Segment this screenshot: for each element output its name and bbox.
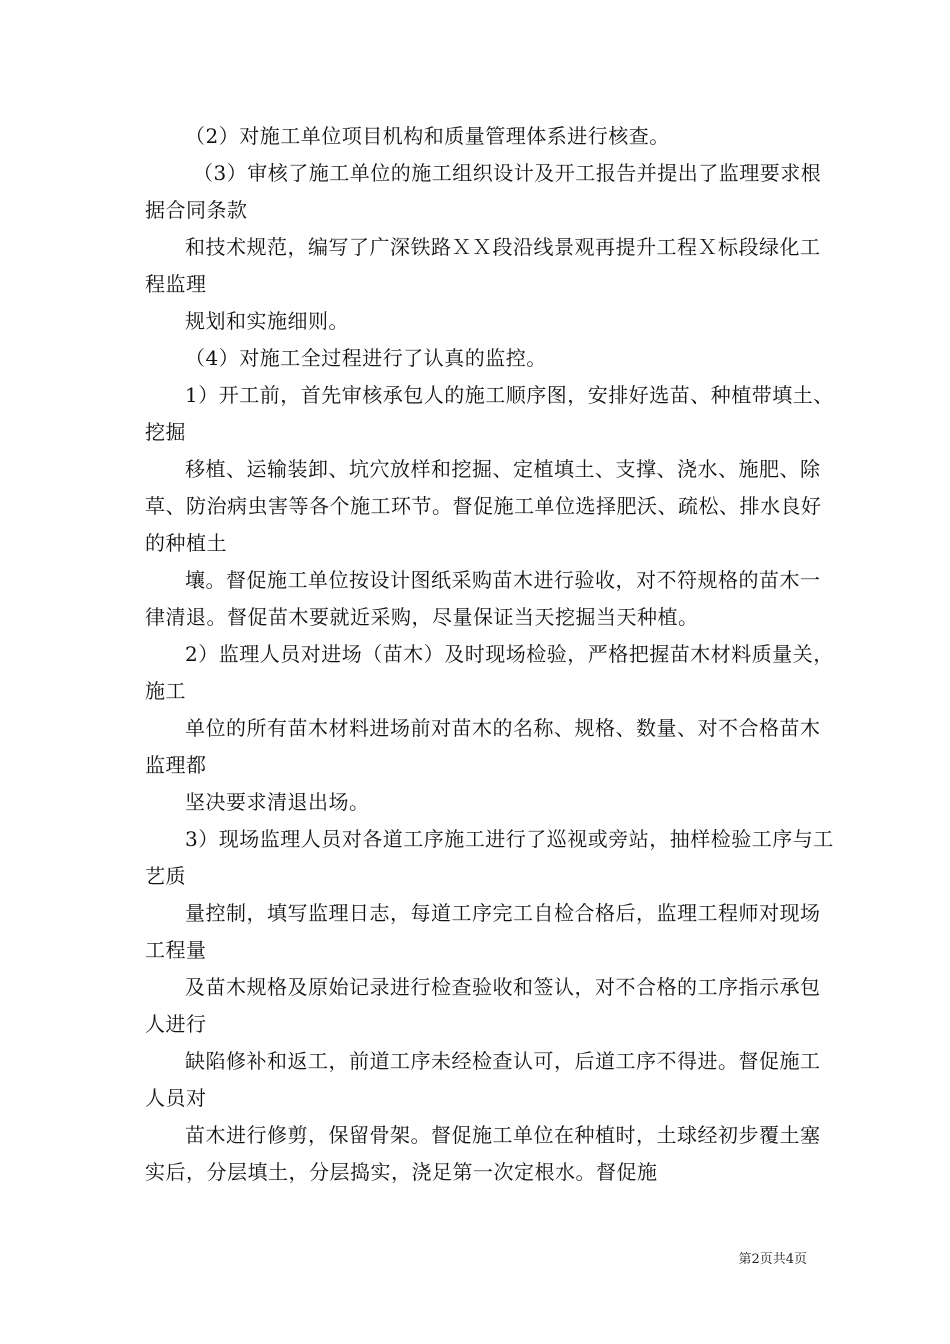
paragraph: 2）监理人员对进场（苗木）及时现场检验，严格把握苗木材料质量关，施工	[145, 642, 834, 703]
paragraph: 1）开工前，首先审核承包人的施工顺序图，安排好选苗、种植带填土、挖掘	[145, 383, 834, 444]
paragraph: 单位的所有苗木材料进场前对苗木的名称、规格、数量、对不合格苗木监理都	[145, 716, 821, 777]
paragraph: 移植、运输装卸、坑穴放样和挖掘、定植填土、支撑、浇水、施肥、除草、防治病虫害等各个施工环节。督促施工单位选择肥沃、疏松、排水良好的种植土	[145, 457, 822, 555]
paragraph: 和技术规范，编写了广深铁路ＸＸ段沿线景观再提升工程Ｘ标段绿化工程监理	[145, 235, 821, 296]
paragraph: （3）审核了施工单位的施工组织设计及开工报告并提出了监理要求根据合同条款	[145, 161, 822, 222]
paragraph: 量控制，填写监理日志，每道工序完工自检合格后，监理工程师对现场工程量	[145, 901, 821, 962]
document-body	[145, 118, 835, 1191]
paragraph: 苗木进行修剪，保留骨架。督促施工单位在种植时，土球经初步覆土塞实后，分层填土，分层捣实，浇足第一次定根水。督促施	[145, 1123, 821, 1184]
page-number: 第2页共4页	[738, 1252, 807, 1267]
paragraph: （4）对施工全过程进行了认真的监控。	[185, 346, 547, 370]
paragraph: 缺陷修补和返工，前道工序未经检查认可，后道工序不得进。督促施工人员对	[145, 1049, 821, 1110]
paragraph: 3）现场监理人员对各道工序施工进行了巡视或旁站，抽样检验工序与工艺质	[145, 827, 834, 888]
paragraph: （2）对施工单位项目机构和质量管理体系进行核查。	[185, 124, 670, 148]
paragraph: 规划和实施细则。	[185, 309, 349, 333]
paragraph: 坚决要求清退出场。	[185, 790, 370, 814]
paragraph: 及苗木规格及原始记录进行检查验收和签认，对不合格的工序指示承包人进行	[145, 975, 821, 1036]
paragraph: 壤。督促施工单位按设计图纸采购苗木进行验收，对不符规格的苗木一律清退。督促苗木要就近采购，尽量保证当天挖掘当天种植。	[145, 568, 821, 629]
